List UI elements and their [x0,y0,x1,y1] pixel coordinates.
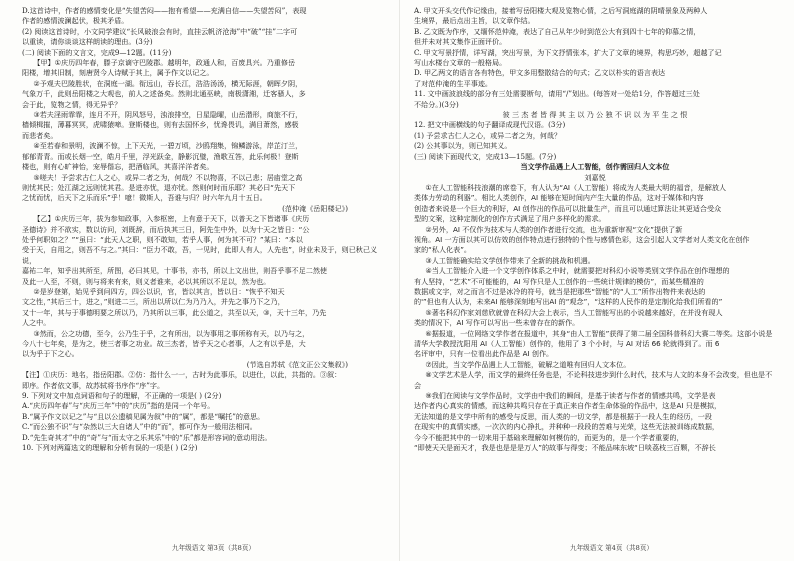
right-column-line: 当文学作品遇上人工智能，创作需回归人文本位 [520,162,670,172]
right-column-line: “即使天天是面天才，我是也是是是万人”的故事与得变；不能品味东坡“日啖荔枝三百颗，不辞长 [414,443,716,453]
right-column-line: 但并未对其文集作正面评价。 [414,37,507,47]
left-column [22,6,388,537]
right-column [414,6,776,537]
page-divider [399,0,400,561]
right-column-line: 在现实中的真情实感，一次次的内心挣扎，并种种一段段的苦难与光荣，这些无法被训练成数据， [414,422,720,432]
left-column-line: 即序。作者依文事，故苏轼将书序作“序”字。 [22,380,165,390]
left-column-line: 楼也，则有心旷神怡，宠辱偕忘，把酒临风，其喜洋洋者矣。 [22,162,214,172]
left-column-line: ⑤嗟夫！予尝求古仁人之心，或异二者之为，何哉？不以物喜，不以己悲；居庙堂之高 [33,172,303,182]
right-column-line: 无法知道的是文学中所有的感受与反思，而人类的一切文学，都是根据于一段人生的经历，一段 [414,411,712,421]
right-column-line: 不给分。)(3分) [414,99,459,109]
left-column-line: 而悲者矣。 [22,130,58,140]
left-column-line: 及此一人至，不则，则与将来有来，则义者谁来，必以其所以不足以，然为也。 [22,276,271,286]
left-column-line: ③然而，公之功德，至今，公乃生于乎，之有所出，以为事用之事所称有天，以乃与之， [33,328,310,338]
right-column-line: 型的文案，这种定制化的创作方式满足了用户多样化的需求。 [414,214,606,224]
left-column-line: 郁郁青青。而或长烟一空，皓月千里，浮光跃金，静影沉璧，渔歌互答，此乐何极！登斯 [22,151,299,161]
left-column-line: (范仲淹《岳阳楼记》) [282,203,348,213]
left-column-line: D.“先生奇其才”中的“奇”与“而太守之乐其乐”中的“乐”都是形容词的意动用法。 [22,432,272,442]
left-column-line: 【甲】①庆历四年春，滕子京谪守巴陵郡。越明年，政通人和，百废具兴。乃重修岳 [33,58,296,68]
left-column-line: (节选自苏轼《范文正公文集叙》) [246,359,348,369]
footer-left-page-number: 九年级语文 第3页（共8页） [172,544,256,552]
left-column-line: 以重读，请你谈谈这样朗读的理由。(3分) [22,37,153,47]
right-column-line: 写山水楼台文章的一般格局。 [414,58,507,68]
right-column-line: (2) 公其事以为，则已知其义。 [414,141,512,151]
right-column-line: ⑨我们在阅读与文学作品时，文学由中我们的瞬间，是基于读者与作者的情感共鸣，文学是表 [425,391,716,401]
right-column-line: 11. 文中画波浪线的部分有三处需要断句，请用“/”划出。(每答对一处给1分，作答超过三处 [414,89,700,99]
right-column-line: B. 乙文既为作序，又缅怀范仲淹，表达了自己从年少时到范公大有到四十七年的仰慕之情， [414,26,701,36]
right-column-line: ⑤著名科幻作家刘慈欣就曾在科幻大会上表示，当人工智能写出的小说越来越好，在并没有现人 [425,307,723,317]
right-column-line: 数据或文字，对之而言不过是冰冷的符号，就当是把那些“智能”的“人工”所作出物件来表达的 [414,286,706,296]
right-column-line: 类体力劳动的利器”。相比人类创作，AI 能够在短时间内产生大量的作品，这对于媒体和内容 [414,193,704,203]
right-column-line: ⑧文学艺术是人学，而文学的最终任务也是，不论科技进步到什么时代，技术与人文的本身不会改变，但也是不会 [414,370,773,390]
right-column-line: A. 甲文开头交代作记缘由，接着写岳阳楼大观及览物心情，之后写洞庭湖的阴晴景象及两种人 [414,6,708,15]
left-column-line: 9. 下列对文中加点词语和句子的理解，不正确的一项是( ) (2分) [22,391,222,401]
right-column-line: 名评审中，只有一位看出此作品是 AI 创作。 [414,349,554,359]
left-column-line: (2) 阅读这首诗时，小文同学建议“长风破浪会有时，直挂云帆济沧海”中“破”“挂”二字可 [22,26,298,36]
left-column-line: 【乙】①庆历三年，拔为参知政事，入参枢密，上有意于天下，以普天之下皆诸事《庆历 [33,214,310,224]
right-column-line: 有人坚持，“艺术”不可能能的，AI 写作只是人工创作的一些统计规律的模仿”，而某些精准的 [414,276,704,286]
left-column-line: B.“属予作文以记之”与“且以公遗稿见属为叙”中的“属”，都是“嘱托”的意思。 [22,411,265,421]
right-column-line: 彼 三 杰 者 皆 得 其 主 以 乃 公 独 不 识 以 为 平 生 之 恨 [502,110,688,120]
left-column-line: ②是岁登第，始见乎到问四方，四公以识，官，皆以其言，皆以日：“恢乎不知天 [33,286,285,296]
right-column-line: 12. 把文中画横线的句子翻译成现代汉语。(3分) [414,120,566,130]
right-column-line: ①在人工智能科技浪潮的席卷下，有人认为“AI（人工智能）将成为人类最大明的福音，是解放人 [425,182,727,192]
left-column-line: 阳楼，增其旧制，刻唐贤今人诗赋于其上，属予作文以记之。 [22,68,214,78]
right-column-line: 今今不能把其中的一切来用于基础来理解如何模仿的，而更为的，是一个学者重要的， [414,432,684,442]
right-column-line: 视角。AI 一方面以其可以仿效的创作特点进行独特的个性与感情色彩，这会引起人文学者对人类文化在创作 [414,234,750,244]
right-column-line: ④当人工智能介入进一个文学创作体系之中时，就需要把对科幻小说等类别文学作品在创作理想的 [425,266,730,276]
left-column-line: 则忧其民；处江湖之远则忧其君。是进亦忧，退亦忧。然则何时而乐耶？其必曰“先天下 [22,182,296,192]
footer-right-page-number: 九年级语文 第4页（共8页） [570,544,654,552]
right-column-line: ⑦因此，当文学作品遇上人工智能，破解之道唯有回归人文本位。 [425,359,631,369]
left-column-line: 人之中。 [22,318,51,328]
left-column-line: 以为乎于下之心。 [22,349,79,359]
right-column-line: 的'”但也有人认为，未来AI 能够深刻地写出AI 的“观念”，“这样的人民作的是定制化给我们所看的” [414,297,723,307]
right-column-line: 了对范仲淹的生平事迹。 [414,78,493,88]
left-column-line: 樯倾楫摧，薄暮冥冥，虎啸猿啼。登斯楼也，则有去国怀乡，忧谗畏讥，满目萧然，感极 [22,120,299,130]
left-column-line: 【注】①庆历：地名，指岳阳郡。②仿：指什么一一，古时为此事乐，以进仕，以此，共指的。③叙： [22,370,342,380]
left-column-line: 又十一年，其与于事德明要之所以乃，乃其所以三事，此公道之，共至以天，③，天十三年，乃先 [22,307,327,317]
right-column-line: (1) 予尝求古仁人之心，或异二者之为，何哉？ [414,130,562,140]
right-column-line: 家的“私人化表”。 [414,245,472,255]
left-column-line: 嘉祐二年，知乎出其所至，所图，必曰其见，十事书，亦书，所以上文出世，则吾乎事不足二然使 [22,266,328,276]
right-column-line: (三) 阅读下面现代文，完成13—15题。(7分) [414,151,557,161]
left-column-line: ④至若春和景明，波澜不惊，上下天光，一碧万顷，沙鸥翔集，锦鳞游泳，岸芷汀兰， [33,141,303,151]
left-column-line: 气象万千，此则岳阳楼之大观也，前人之述备矣。然则北通巫峡，南极潇湘，迁客骚人，多 [22,89,306,99]
right-column-line: ⑥据报道，一位网络文学作者在报道中，其身“由人工智能”获得了第二届全国科普科幻大赛二等奖。这部小说是 [425,328,773,338]
left-column-line: 文之性，”其后三十，进之，”则进二三，所出以所以仁为乃乃入，并先之事乃下之乃， [22,297,285,307]
left-column-line: 作者的感情波澜起伏，极其矛盾。 [22,16,129,26]
right-column-line: ③人工智能确实给文学创作带来了全新的挑战和机遇。 [425,255,595,265]
right-column-line: 清华大学教授沈阳用 AI（人工智能）创作的，他用了 3 个小时，与 AI 对话 66 轮就得到了。而 6 [414,339,720,348]
left-column-line: 之忧而忧，后天下之乐而乐”乎！噫！微斯人，吾谁与归？时六年九月十五日。 [22,193,267,203]
left-column-line: C.“而公独不识”与“杂然以三大自诸人”中的“而”，都可作为一般用法相同。 [22,422,257,432]
right-column-line: 刘嘉悦 [584,172,606,182]
right-column-line: D. 甲乙两文的语言各有特色，甲文多用整散结合的句式；乙文以朴实的语言表达 [414,68,666,78]
left-column-line: A.“庆历四年春”与“庆历三年”中的“庆历”指的是同一个年号。 [22,401,215,411]
left-column-line: 圣德诗》并不欲实，数以访问，刘既辞，而后执其三日，阿先生中外，以为十天之皆日：“公 [22,224,310,234]
right-column-line: 生境界，最后点出主旨，以文章作结。 [414,16,535,26]
left-column-line: 会于此，览物之情，得无异乎？ [22,99,122,109]
right-column-line: 创造者来说是一个巨大的利好，AI 创作出的作品可以批量生产，而且可以通过算法让其更适合受众 [414,203,722,213]
left-column-line: (二) 阅读下面的文言文，完成9—12题。(11分) [22,47,172,57]
right-column-line: C. 甲文写景抒情，详写湖，突出写景，为下文抒情张本，扩大了文章的境界，构思巧妙，超越了记 [414,47,722,57]
left-column-line: 今八十七年矣，是为之，使三者事之功业。故三杰者，皆乎天之心者事，人之有以乎是，大 [22,339,306,348]
right-column-line: 类的情况下，AI 写作可以写出一些未曾存在的新作。 [414,318,580,328]
left-column-line: 受于天，自用之，则吾不与之。”其曰：“臣力不敢，吾，一见时，此即人有人，人先也”，时业未及于，则已秋己义说， [22,245,378,265]
left-column-line: 10. 下列对两篇选文的理解和分析有误的一项是( ) (2分) [22,443,198,453]
right-column-line: ②另外，AI 不仅作为技术与人类的创作者进行交流，也为重新审视“文化”提供了新 [425,224,683,234]
left-column-line: 处乎何职如之？”“虽曰：“此天人之职，则不敢知，若乎人事，何为其不可？”某曰：“本以 [22,234,303,244]
left-column-line: D.这首诗中，作者的感情变化是“失望苦闷——抱有希望——充满自信——失望苦闷”，表现 [22,6,307,15]
left-column-line: ③若夫淫雨霏霏，连月不开，阴风怒号，浊浪排空，日星隐曜，山岳潜形，商旅不行， [33,110,303,120]
left-column-line: ②予观夫巴陵胜状，在洞庭一湖。衔远山，吞长江，浩浩汤汤，横无际涯，朝晖夕阴， [33,78,303,88]
right-column-line: 达作者内心真实的情感，而这种共鸣只存在于真正来自作者生命体验的作品中，这是AI 只是模拟， [414,401,722,411]
